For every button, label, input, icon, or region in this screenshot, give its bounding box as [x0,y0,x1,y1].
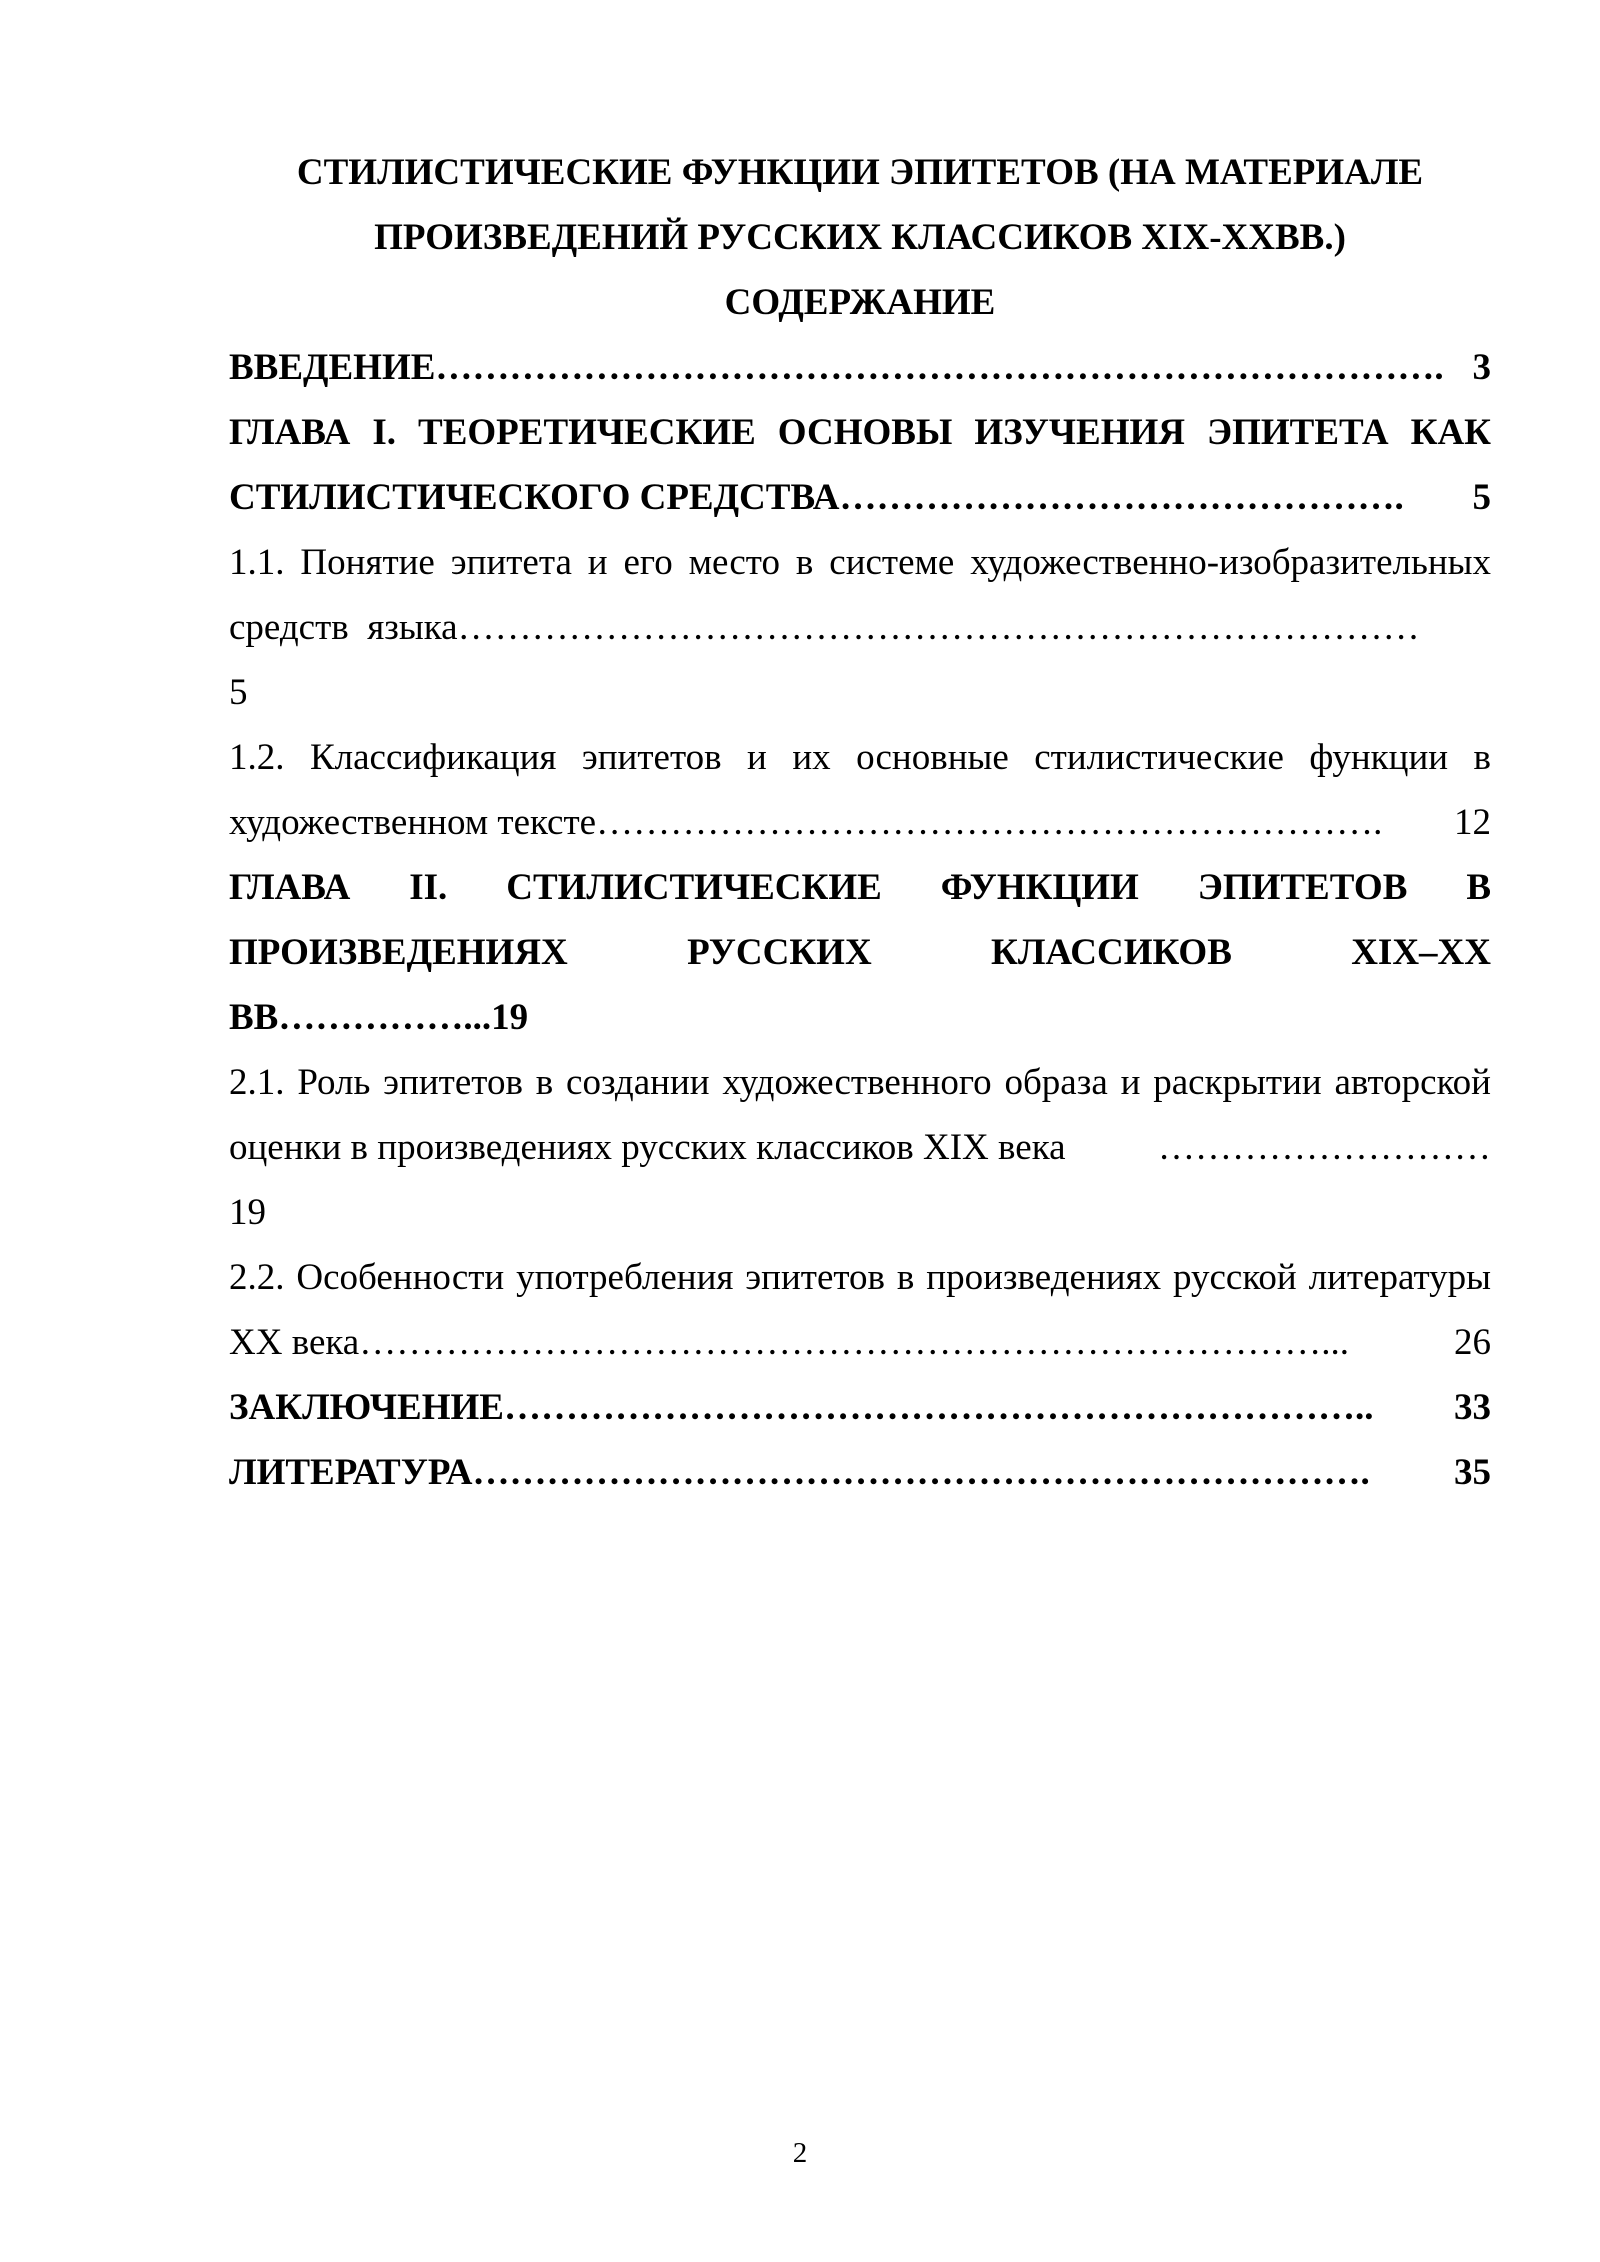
toc-entry-2-1-line-1[interactable]: 2.1. Роль эпитетов в создании художественного образа и раскрытии авторской [229,1062,1491,1103]
toc-entry-chapter-2-line-2[interactable]: ПРОИЗВЕДЕНИЯХ РУССКИХ КЛАССИКОВ XIX–XX [229,932,1491,973]
toc-entry-chapter-2-line-3[interactable] [229,985,1491,1050]
toc-entry-2-1-page: 19 [229,1192,266,1233]
title-line-1: СТИЛИСТИЧЕСКИЕ ФУНКЦИИ ЭПИТЕТОВ (НА МАТЕРИАЛЕ [296,152,1424,193]
toc-entry-intro[interactable] [229,335,1491,400]
dot-leader: ……………………… [1158,1127,1491,1168]
toc-entry-2-1-line-2[interactable] [229,1115,1491,1180]
toc-entry-text: СТИЛИСТИЧЕСКОГО СРЕДСТВА [229,477,840,518]
dot-leader: ………………………………………………………………. [472,1452,1370,1493]
toc-entry-1-2-line-1[interactable]: 1.2. Классификация эпитетов и их основные стилистические функции в [229,737,1491,778]
dot-leader: ……………………………………………………………………... [359,1322,1349,1363]
toc-page-number: 3 [1472,347,1491,388]
page-number: 2 [792,2137,808,2169]
toc-entry-text: средств языка [229,607,458,648]
toc-entry-text: оценки в произведениях русских классиков XIX века [229,1127,1066,1168]
toc-entry-conclusion[interactable] [229,1375,1491,1440]
toc-page-number: ..19 [472,997,529,1038]
toc-page-number: 26 [1454,1322,1491,1363]
toc-entry-1-1-line-2[interactable] [229,595,1491,660]
toc-entry-chapter-1-line-2[interactable] [229,465,1491,530]
toc-entry-chapter-1-line-1[interactable]: ГЛАВА I. ТЕОРЕТИЧЕСКИЕ ОСНОВЫ ИЗУЧЕНИЯ ЭПИТЕТА КАК [229,412,1491,453]
dot-leader: ………………………………………………………………………. [435,347,1444,388]
dot-leader: …………………………………………………………….. [503,1387,1374,1428]
dot-leader: …………………………………………………………………… [457,607,1420,648]
toc-entry-1-1-line-1[interactable]: 1.1. Понятие эпитета и его место в системе художественно-изобразительных [229,542,1491,583]
toc-entry-1-2-line-2[interactable] [229,790,1491,855]
toc-entry-2-2-line-1[interactable]: 2.2. Особенности употребления эпитетов в произведениях русской литературы [229,1257,1491,1298]
toc-page-number: 12 [1454,802,1491,843]
toc-entry-text: ВВЕДЕНИЕ [229,347,436,388]
toc-entry-chapter-2-line-1[interactable]: ГЛАВА II. СТИЛИСТИЧЕСКИЕ ФУНКЦИИ ЭПИТЕТОВ В [229,867,1491,908]
toc-entry-text: ЛИТЕРАТУРА [229,1452,473,1493]
dot-leader: ………………………………………. [839,477,1404,518]
toc-entry-2-2-line-2[interactable] [229,1310,1491,1375]
toc-entry-text: ВВ [229,997,279,1038]
title-line-2: ПРОИЗВЕДЕНИЙ РУССКИХ КЛАССИКОВ XIX-XXВВ.) [374,217,1346,258]
toc-page-number: 35 [1454,1452,1491,1493]
toc-entry-literature[interactable] [229,1440,1491,1505]
dot-leader: ……………. [278,997,473,1038]
contents-heading: СОДЕРЖАНИЕ [724,282,996,323]
toc-entry-text: ЗАКЛЮЧЕНИЕ [229,1387,504,1428]
document-title [229,140,1491,335]
dot-leader: ………………………………………………………. [596,802,1383,843]
toc-entry-1-1-page: 5 [229,672,248,713]
toc-entry-text: XX века [229,1322,360,1363]
table-of-contents [229,335,1491,1505]
toc-page-number: 33 [1454,1387,1491,1428]
toc-entry-text: художественном тексте [229,802,597,843]
toc-page-number: 5 [1472,477,1491,518]
